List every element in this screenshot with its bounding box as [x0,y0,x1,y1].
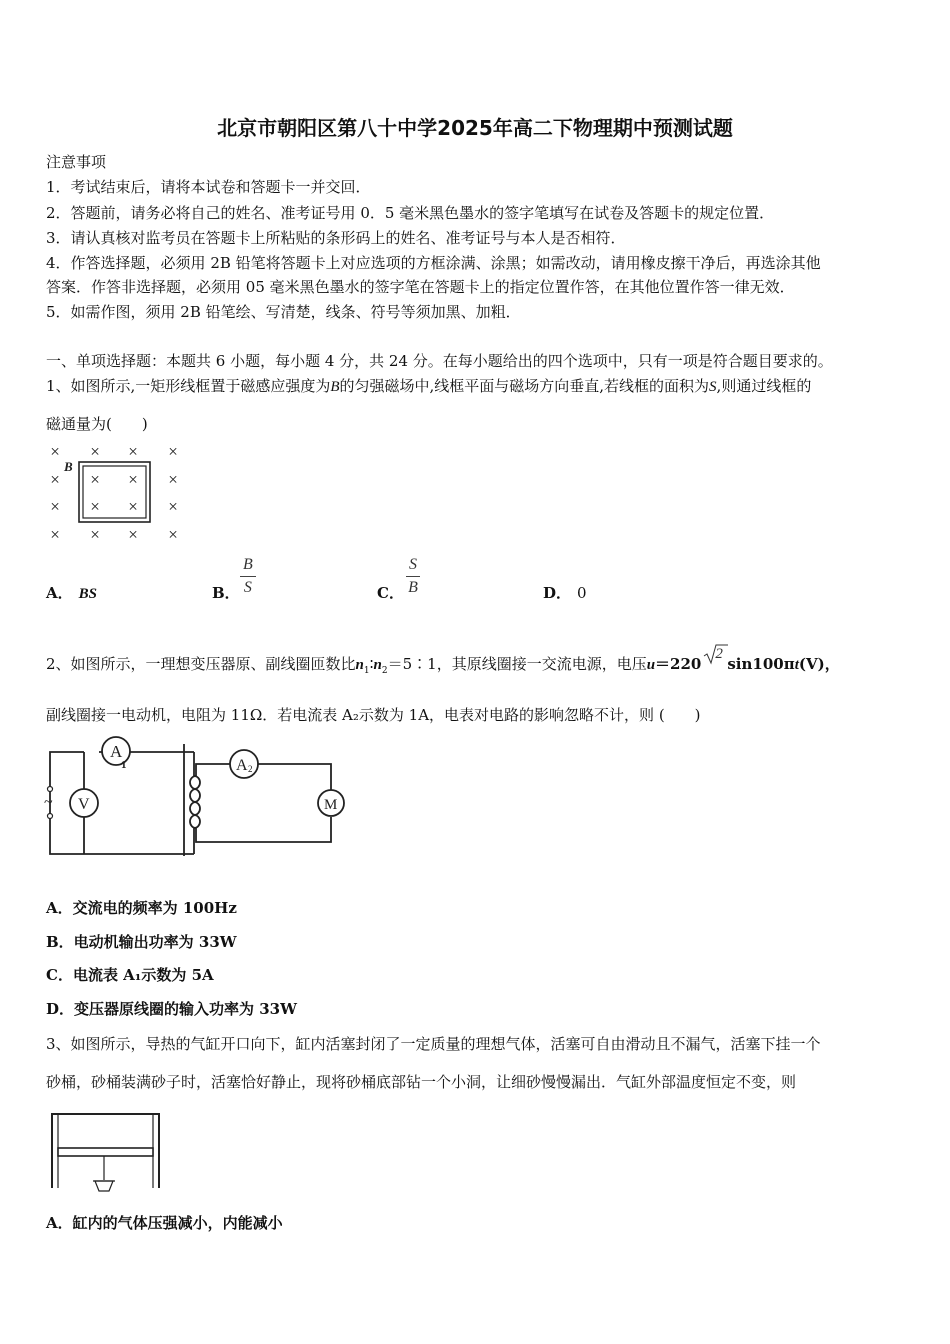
field-cross: × [90,470,100,489]
q1-option-c-fraction: S B [406,556,420,597]
q2-stem-line1: 2、如图所示，一理想变压器原、副线圈匝数比$n_1∶n_2=5∶1$，其原线圈接一交流电源，电压u＝220 2 sin100πt(V)， [46,646,840,676]
field-cross: × [168,525,178,544]
field-cross: × [128,470,138,489]
notice-item-1: 1．考试结束后，请将本试卷和答题卡一并交回． [46,178,371,196]
q3-option-a: A．缸内的气体压强减小，内能减小 [46,1214,283,1232]
field-cross: × [168,442,178,461]
notice-heading: 注意事项 [46,153,107,171]
field-label-b: B [64,459,73,474]
q2-option-c: C．电流表 A₁示数为 5A [46,966,214,984]
ac-terminal-bottom [48,814,53,819]
q2-stem-line2: 副线圈接一电动机，电阻为 11Ω．若电流表 A₂示数为 1A，电表对电路的影响忽略不计，则 ( ) [46,706,701,724]
q3-stem-line1: 3、如图所示，导热的气缸开口向下，缸内活塞封闭了一定质量的理想气体，活塞可自由滑动且不漏气，活塞下挂一个 [46,1035,821,1053]
q1-magnetic-field-figure [44,440,189,544]
sand-bucket [95,1181,113,1191]
ammeter-a2-sub: 2 [248,764,253,774]
field-cross: × [168,497,178,516]
field-cross: × [50,497,60,516]
q1-stem-line2: 磁通量为( ) [46,415,148,433]
field-cross: × [168,470,178,489]
field-cross: × [90,497,100,516]
piston [58,1148,153,1156]
q3-cylinder-figure [44,1108,169,1200]
ac-terminal-top [48,787,53,792]
field-cross: × [128,525,138,544]
notice-item-3: 3．请认真核对监考员在答题卡上所粘贴的条形码上的姓名、准考证号与本人是否相符． [46,229,626,247]
q2-option-a: A．交流电的频率为 100Hz [46,899,237,917]
field-cross: × [90,442,100,461]
page-title: 北京市朝阳区第八十中学2025年高二下物理期中预测试题 [217,116,733,140]
q2-transformer-circuit [44,732,338,862]
q1-option-a: A． BS [46,584,97,602]
section-heading: 一、单项选择题：本题共 6 小题，每小题 4 分，共 24 分。在每小题给出的四个选项中，只有一项是符合题目要求的。 [46,352,833,370]
notice-item-2: 2．答题前，请务必将自己的姓名、准考证号用 0．5 毫米黑色墨水的签字笔填写在试卷及答题卡的规定位置． [46,204,775,222]
ac-source-symbol: ~ [44,794,53,811]
q2-option-b: B．电动机输出功率为 33W [46,933,237,951]
field-cross: × [50,470,60,489]
field-cross: × [90,525,100,544]
q1-option-b-fraction: B S [240,556,256,597]
field-cross: × [128,442,138,461]
q1-stem-line1: 1、如图所示,一矩形线框置于磁感应强度为B的匀强磁场中,线框平面与磁场方向垂直,若线框的面积为S,则通过线框的 [46,377,812,395]
field-cross: × [50,442,60,461]
q1-option-b-label: B． [212,584,240,602]
ammeter-a1-sub: 1 [121,759,127,771]
ammeter-a2-label: A [236,757,248,774]
q3-stem-line2: 砂桶，砂桶装满砂子时，活塞恰好静止，现将砂桶底部钻一个小洞，让细砂慢慢漏出．气缸外部温度恒定不变，则 [46,1073,797,1091]
voltmeter-label: V [78,796,90,813]
q2-option-d: D．变压器原线圈的输入功率为 33W [46,1000,297,1018]
motor-label: M [324,797,338,813]
notice-item-4: 4．作答选择题，必须用 2B 铅笔将答题卡上对应选项的方框涂满、涂黑；如需改动，请用橡皮擦干净后，再选涂其他 [46,254,821,272]
q1-option-d: D． 0 [543,584,587,602]
field-cross: × [50,525,60,544]
field-cross: × [128,497,138,516]
sqrt-symbol: 2 [701,654,727,674]
ammeter-a1-label: A [110,742,123,761]
notice-item-4-cont: 答案．作答非选择题，必须用 05 毫米黑色墨水的签字笔在答题卡上的指定位置作答，在其他位置作答一律无效． [46,278,795,296]
q1-option-c-label: C． [377,584,404,602]
notice-item-5: 5．如需作图，须用 2B 铅笔绘、写清楚，线条、符号等须加黑、加粗． [46,303,521,321]
